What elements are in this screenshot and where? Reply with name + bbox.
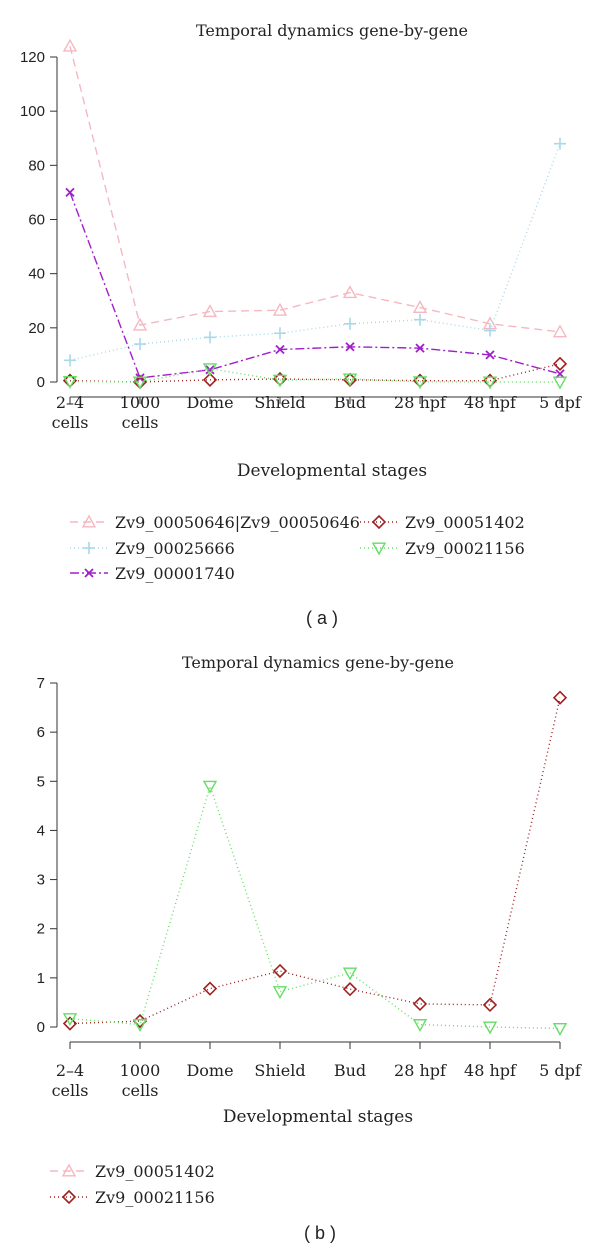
data-point <box>554 1024 566 1035</box>
y-tick-label: 6 <box>36 724 45 742</box>
series-line <box>70 46 560 332</box>
legend-label: Zv9_00021156 <box>95 1188 215 1207</box>
y-tick-label: 120 <box>19 49 45 66</box>
legend-label: Zv9_00051402 <box>95 1162 215 1181</box>
x-tick-label: 2–4 cells <box>51 393 89 432</box>
data-point <box>414 998 426 1010</box>
y-tick-label: 0 <box>36 374 45 391</box>
y-tick-label: 7 <box>36 675 45 692</box>
chart-title: Temporal dynamics gene-by-gene <box>181 653 455 672</box>
data-point <box>484 999 496 1011</box>
legend-marker <box>373 543 385 554</box>
legend-marker <box>373 516 385 528</box>
x-tick-label: Shield <box>254 393 306 412</box>
x-tick-label: 28 hpf <box>394 1061 446 1080</box>
x-tick-label: Dome <box>186 1061 234 1080</box>
legend-label: Zv9_00021156 <box>405 539 525 558</box>
y-tick-label: 2 <box>36 920 45 938</box>
data-point <box>66 188 74 196</box>
x-tick-label: Shield <box>254 1061 306 1080</box>
series-line <box>70 698 560 1024</box>
legend-label: Zv9_00001740 <box>115 564 235 583</box>
x-tick-label: Bud <box>333 1061 367 1080</box>
series-Zv9_00051402 <box>64 358 566 388</box>
x-tick-label: Dome <box>186 393 234 412</box>
panel-label: ( b ) <box>303 1223 337 1243</box>
series-line <box>70 144 560 361</box>
data-point <box>274 965 286 977</box>
x-tick-label: Bud <box>333 393 367 412</box>
x-tick-label: 5 dpf <box>539 1061 581 1080</box>
series-Zv9_00051402 <box>64 692 566 1030</box>
y-tick-label: 20 <box>28 319 45 337</box>
legend-marker <box>63 1191 75 1203</box>
legend-marker <box>83 542 95 554</box>
x-tick-label: 1000 cells <box>119 393 161 432</box>
data-point <box>204 781 216 792</box>
chart-panel-b <box>37 653 582 1243</box>
x-tick-label: 48 hpf <box>464 1061 516 1080</box>
data-point <box>414 314 426 326</box>
x-tick-label: 48 hpf <box>464 393 516 412</box>
legend-label: Zv9_00025666 <box>115 539 235 558</box>
y-tick-label: 1 <box>36 969 45 987</box>
chart-panel-a <box>20 21 582 628</box>
legend-item <box>70 539 235 558</box>
data-point <box>554 138 566 150</box>
x-tick-label: 2–4 cells <box>51 1061 89 1100</box>
y-tick-label: 0 <box>36 1019 45 1036</box>
y-tick-label: 80 <box>28 157 45 175</box>
data-point <box>64 40 76 51</box>
data-point <box>134 1015 146 1027</box>
x-axis-title: Developmental stages <box>222 1107 414 1127</box>
data-point <box>414 1020 426 1031</box>
panel-label: ( a ) <box>305 608 339 628</box>
series-Zv9_00050646|Zv9_00050646 <box>64 40 566 337</box>
data-point <box>204 983 216 995</box>
legend-item <box>50 1162 215 1181</box>
series-Zv9_00025666 <box>64 138 566 367</box>
legend <box>50 1162 215 1207</box>
data-point <box>344 983 356 995</box>
series-line <box>70 786 560 1028</box>
chart-title: Temporal dynamics gene-by-gene <box>195 21 469 40</box>
x-tick-label: 28 hpf <box>394 393 446 412</box>
legend-item <box>360 513 525 532</box>
data-point <box>134 1020 146 1031</box>
x-tick-label: 5 dpf <box>539 393 581 412</box>
legend-item <box>70 564 235 583</box>
x-axis-title: Developmental stages <box>236 461 428 481</box>
series-Zv9_00001740 <box>66 188 564 382</box>
legend-item <box>360 539 525 558</box>
series-line <box>70 192 560 378</box>
x-tick-label: 1000 cells <box>119 1061 161 1100</box>
legend-label: Zv9_00051402 <box>405 513 525 532</box>
legend-label: Zv9_00050646|Zv9_00050646 <box>115 513 360 532</box>
data-point <box>274 327 286 339</box>
legend <box>70 513 525 583</box>
data-point <box>274 987 286 998</box>
y-tick-label: 4 <box>36 822 45 840</box>
series-Zv9_00021156 <box>64 781 566 1034</box>
y-tick-label: 100 <box>19 103 45 121</box>
data-point <box>134 338 146 350</box>
data-point <box>484 1022 496 1033</box>
legend-item <box>50 1188 215 1207</box>
y-tick-label: 5 <box>36 773 45 791</box>
data-point <box>204 331 216 343</box>
y-tick-label: 40 <box>28 265 45 283</box>
data-point <box>344 318 356 330</box>
data-point <box>554 326 566 337</box>
y-tick-label: 3 <box>36 871 45 889</box>
y-tick-label: 60 <box>28 211 45 229</box>
data-point <box>64 354 76 366</box>
legend-item <box>70 513 360 532</box>
